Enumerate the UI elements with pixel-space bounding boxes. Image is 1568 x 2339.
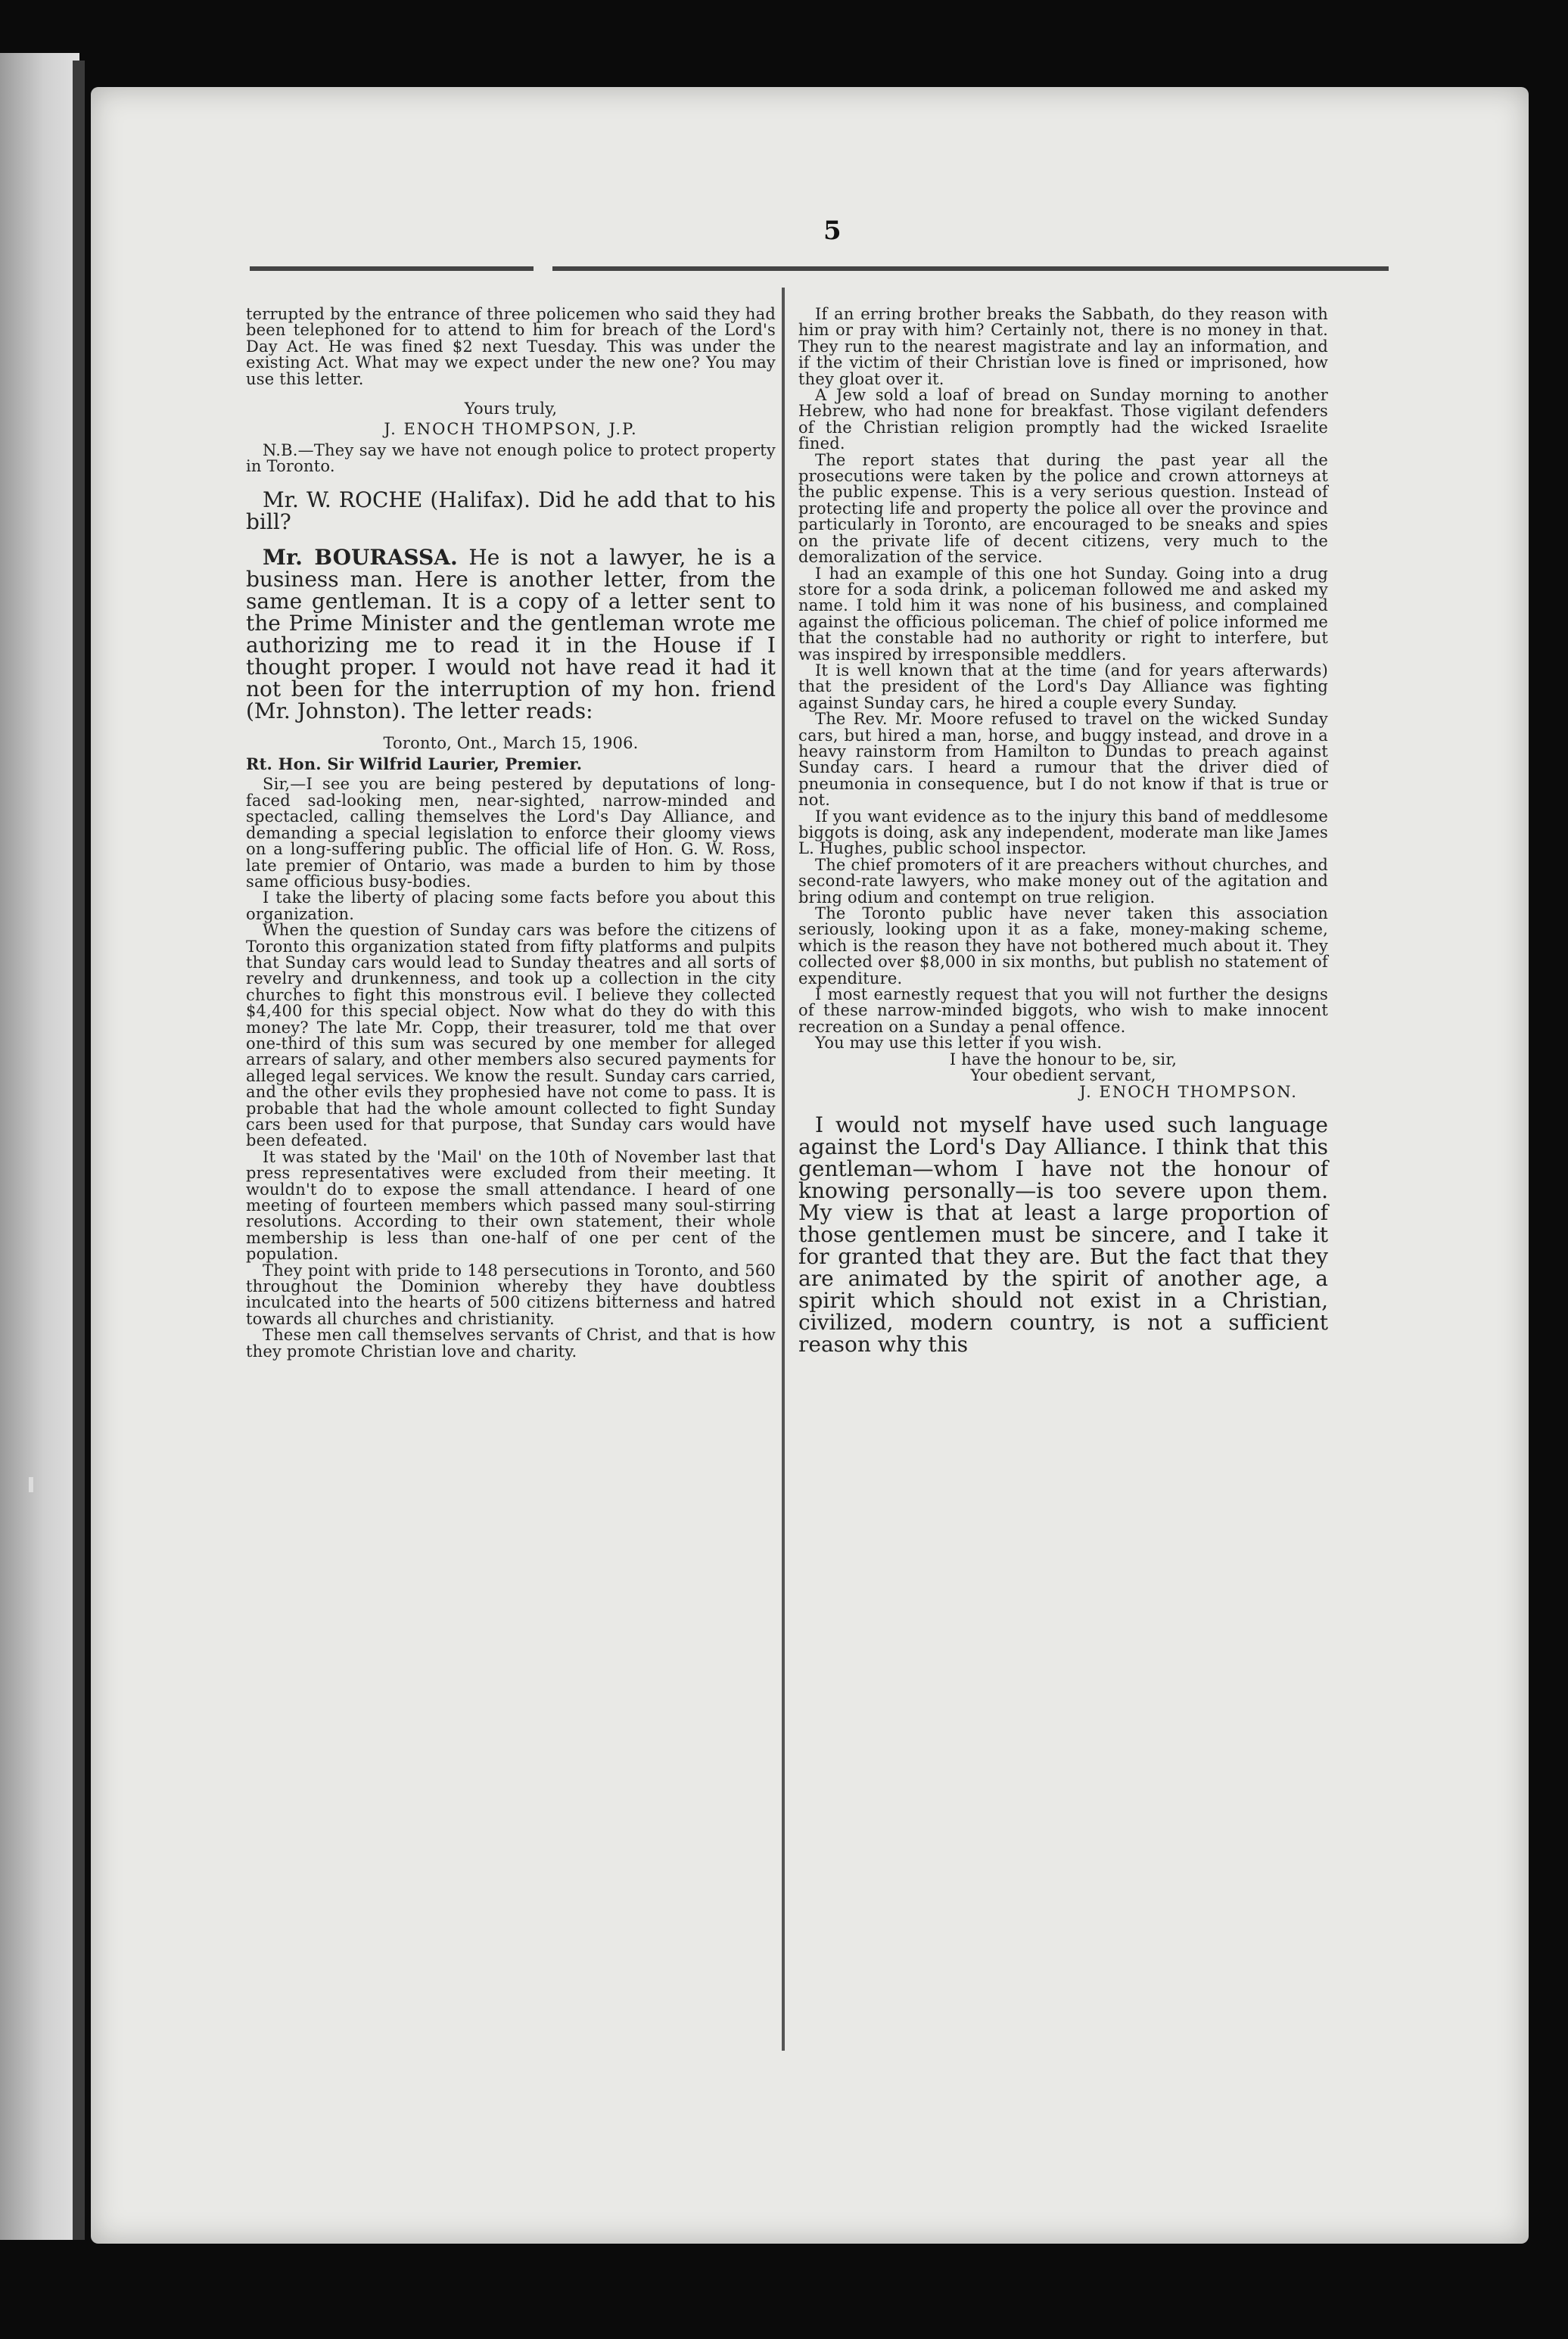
book-spine	[73, 61, 85, 2240]
letter-closing: Your obedient servant,	[970, 1066, 1156, 1085]
paragraph: It is well known that at the time (and for years afterwards) that the president of the Lord's Day Alliance was fighting against Sunday cars, he hired a couple every Sunday.	[798, 661, 1328, 712]
paragraph: You may use this letter if you wish.	[815, 1034, 1103, 1053]
letter-dateline: Toronto, Ont., March 15, 1906.	[383, 733, 639, 752]
page-number: 5	[823, 216, 842, 246]
facing-page-edge	[0, 53, 79, 2240]
postscript: N.B.—They say we have not enough police to protect property in Toronto.	[246, 440, 776, 476]
speech-text: He is not a lawyer, he is a business man. Here is another letter, from the same gentleman. It is a copy of a letter sent to the Prime Minister and the gentleman wrote me authorizing me to read it in the House if I thought proper. I would not have read it had it not been for the interruption of my hon. friend (Mr. Johnston). The letter reads:	[246, 544, 776, 723]
speaker-remarks	[246, 546, 776, 722]
paragraph: They point with pride to 148 persecutions in Toronto, and 560 throughout the Dominion whereby they have doubtless inculcated into the hearts of 500 citizens bitterness and hatred towards all churches and christianity.	[246, 1261, 776, 1328]
scan-mark	[29, 1477, 33, 1492]
paragraph: The report states that during the past year all the prosecutions were taken by the police and crown attorneys at the public expense. This is a very serious question. Instead of protecting life and property the police all over the province and particularly in Toronto, are encouraged to be sneaks and spies on the private life of decent citizens, very much to the demoralization of the service.	[798, 450, 1328, 567]
paragraph: I had an example of this one hot Sunday. Going into a drug store for a soda drink, a policeman followed me and asked my name. I told him it was none of his business, and complained against the officious policeman. The chief of police informed me that the constable had no authority or right to interfere, but was inspired by irresponsible meddlers.	[798, 564, 1328, 664]
paragraph: Sir,—I see you are being pestered by deputations of long-faced sad-looking men, near-sighted, narrow-minded and spectacled, calling themselves the Lord's Day Alliance, and demanding a special legislation to enforce their gloomy views on a long-suffering public. The official life of Hon. G. W. Ross, late premier of Ontario, was made a burden to him by those same officious busy-bodies.	[246, 775, 776, 891]
paragraph: I most earnestly request that you will not further the designs of these narrow-minded biggots, who wish to make innocent recreation on a Sunday a penal offence.	[798, 985, 1328, 1036]
paragraph: A Jew sold a loaf of bread on Sunday morning to another Hebrew, who had none for breakfast. Those vigilant defenders of the Christian religion promptly had the wicked Israelite fined.	[798, 386, 1328, 453]
column-divider	[782, 288, 785, 2051]
header-rule	[552, 266, 1389, 271]
letter-addressee: Rt. Hon. Sir Wilfrid Laurier, Premier.	[246, 754, 583, 774]
paragraph: When the question of Sunday cars was before the citizens of Toronto this organization stated from fifty platforms and pulpits that Sunday cars would lead to Sunday theatres and all sorts of revelry and drunkenness, and took up a collection in the city churches to fight this monstrous evil. I believe they collected $4,400 for this special object. Now what do they do with this money? The late Mr. Copp, their treasurer, told me that over one-third of this sum was secured by one member for alleged arrears of salary, and other members also secured payments for alleged legal services. We know the result. Sunday cars carried, and the other evils they prophesied have not come to pass. It is probable that had the whole amount collected to fight Sunday cars been used for that purpose, that Sunday cars would have been defeated.	[246, 921, 776, 1150]
paragraph: If you want evidence as to the injury this band of meddlesome biggots is doing, ask any independent, moderate man like James L. Hughes, public school inspector.	[798, 807, 1328, 858]
speaker-name: Mr. BOURASSA.	[263, 544, 458, 570]
speech-text: I would not myself have used such language against the Lord's Day Alliance. I think that this gentleman—whom I have not the honour of knowing personally—is too severe upon them. My view is that at least a large proportion of those gentlemen must be sincere, and I take it for granted that they are. But the fact that they are animated by the spirit of another age, a spirit which should not exist in a Christian, civilized, modern country, is not a sufficient reason why this	[798, 1112, 1328, 1357]
paragraph: It was stated by the 'Mail' on the 10th of November last that press representatives were excluded from their meeting. It wouldn't do to expose the small attendance. I heard of one meeting of fourteen members which passed many soul-stirring resolutions. According to their own statement, their whole membership is less than one-half of one per cent of the population.	[246, 1147, 776, 1264]
letter-signature: J. ENOCH THOMPSON.	[1079, 1082, 1298, 1101]
header-rule	[250, 266, 534, 271]
speaker-interjection: Mr. W. ROCHE (Halifax). Did he add that to his bill?	[246, 487, 776, 534]
letter-closing: Yours truly,	[464, 400, 558, 418]
paragraph: I take the liberty of placing some facts before you about this organization.	[246, 888, 776, 923]
right-column	[798, 306, 1328, 1355]
paragraph: The Rev. Mr. Moore refused to travel on the wicked Sunday cars, but hired a man, horse, and buggy instead, and drove in a heavy rainstorm from Hamilton to Dundas to preach against Sunday cars. I heard a rumour that the driver died of pneumonia in consequence, but I do not know if that is true or not.	[798, 710, 1328, 810]
paragraph: The chief promoters of it are preachers without churches, and second-rate lawyers, who make money out of the agitation and bring odium and contempt on true religion.	[798, 855, 1328, 907]
letter-closing: I have the honour to be, sir,	[949, 1050, 1178, 1068]
paragraph: If an erring brother breaks the Sabbath, do they reason with him or pray with him? Certainly not, there is no money in that. They run to the nearest magistrate and lay an information, and if the victim of their Christian love is fined or imprisoned, how they gloat over it.	[798, 305, 1328, 388]
paragraph: These men call themselves servants of Christ, and that is how they promote Christian love and charity.	[246, 1326, 776, 1361]
left-column	[246, 306, 776, 1360]
paragraph: terrupted by the entrance of three policemen who said they had been telephoned for to attend to him for breach of the Lord's Day Act. He was fined $2 next Tuesday. This was under the existing Act. What may we expect under the new one? You may use this letter.	[246, 305, 776, 388]
paragraph: The Toronto public have never taken this association seriously, looking upon it as a fake, money-making scheme, which is the reason they have not bothered much about it. They collected over $8,000 in six months, but publish no statement of expenditure.	[798, 904, 1328, 988]
letter-signature: J. ENOCH THOMPSON, J.P.	[384, 420, 638, 439]
